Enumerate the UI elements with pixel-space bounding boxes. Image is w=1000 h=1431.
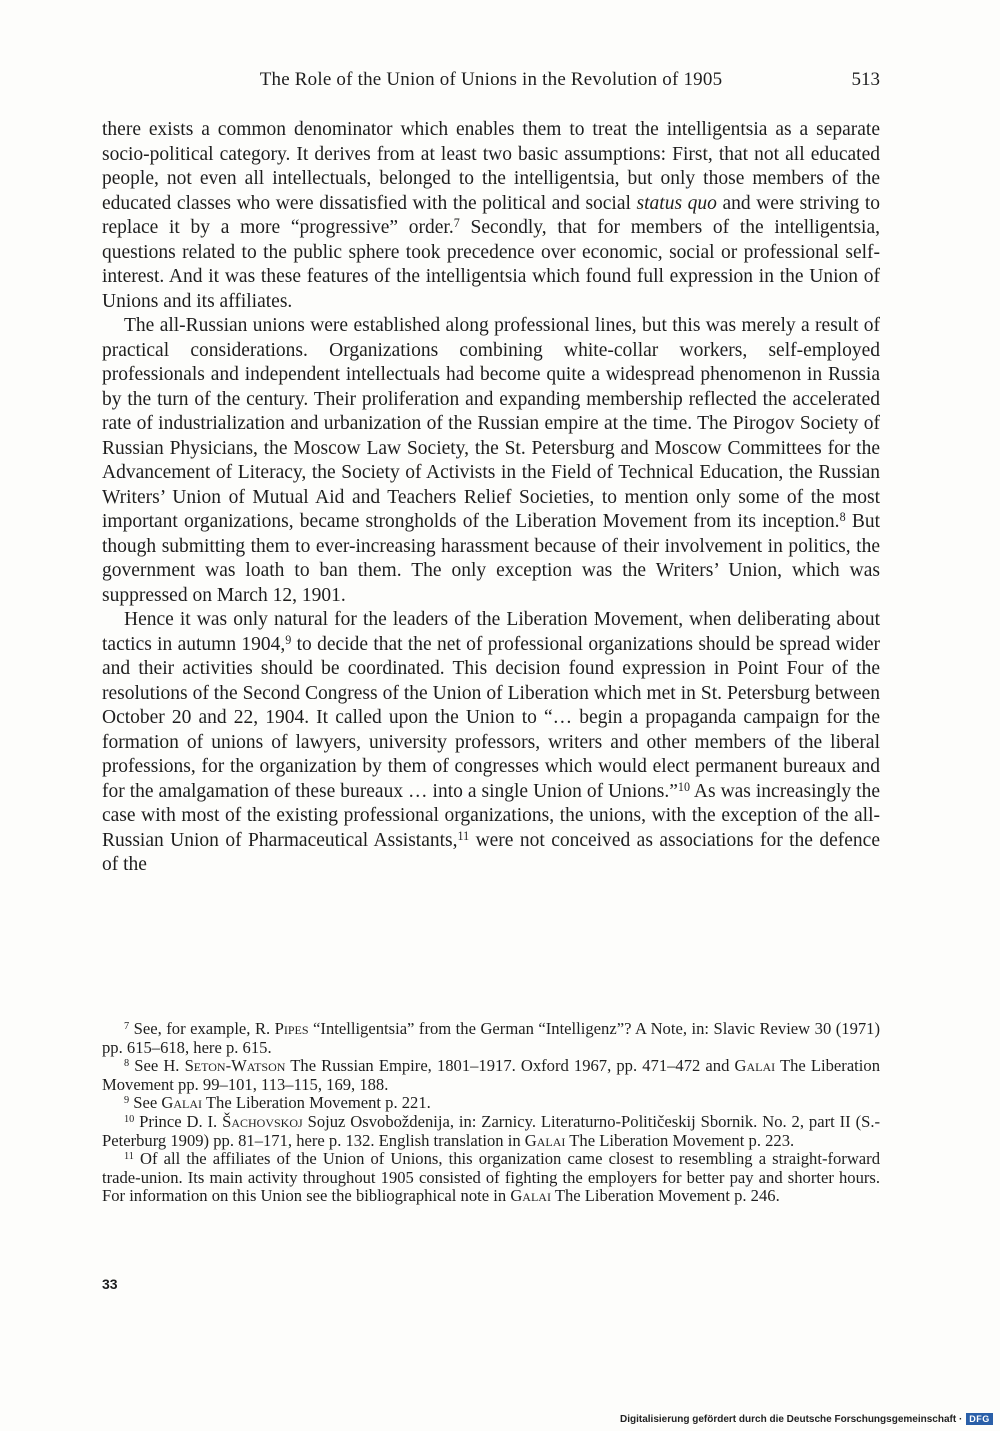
text-run: to decide that the net of professional organizations should be spread wider and their activities should be coordinated. This decision found expression in Point Four of the resolutions of the Second Congress of the Union of Liberation which met in St. Petersburg between October 20 and 22, 1904. It called upon the Union to “… begin a propaganda campaign for the formation of unions of lawyers, university professors, writers and other members of the liberal professions, for the organization by them of congresses which would elect permanent bureaux and for the amalgamation of these bureaux … into a single Union of Unions.” — [102, 633, 880, 802]
text-run: Secondly, that for members of the intelligentsia, questions related to the public sphere took precedence over economic, social or professional self-interest. And it was these features of the intelligentsia which found full expression in the Union of Unions and its affiliates. — [102, 217, 881, 312]
footnote-ref-9: 9 — [285, 632, 292, 647]
text-run: The Liberation Movement pp. 99–101, 113–115, 169, 188. — [102, 1056, 880, 1094]
footnotes — [102, 1020, 880, 1206]
text-run: The Russian Empire, 1801–1917. Oxford 1967, pp. 471–472 and — [285, 1056, 735, 1076]
digitization-text: Digitalisierung gefördert durch die Deutsche Forschungsgemeinschaft · — [620, 1413, 963, 1425]
author-name: Pipes — [274, 1019, 309, 1038]
text-run: The all-Russian unions were established along professional lines, but this was merely a result of practical considerations. Organizations combining white-collar workers, self-employed professionals and independent intellectuals had become quite a widespread phenomenon in Russia by the turn of the century. Their proliferation and expanding membership reflected the accelerated rate of industrialization and urbanization of the Russian empire at the time. The Pirogov Society of Russian Physicians, the Moscow Law Society, the St. Petersburg and Moscow Committees for the Advancement of Literacy, the Society of Activists in the Field of Technical Education, the Russian Writers’ Union of Mutual Aid and Teachers Relief Societies, to mention only some of the most important organizations, became strongholds of the Liberation Movement from its inception. — [102, 315, 880, 532]
footnote-9 — [102, 1094, 880, 1113]
paragraph-2 — [102, 314, 880, 608]
text-run: The Liberation Movement p. 221. — [202, 1093, 431, 1113]
text-run: were not conceived as associations for the defence of the — [102, 829, 880, 875]
text-run: “Intelligentsia” from the German “Intelligenz”? A Note, in: Slavic Review 30 (1971) pp. 615–618, here p. 615. — [102, 1019, 880, 1057]
author-name: Šachovskoj — [222, 1111, 303, 1131]
text-run: See, for example, R. — [129, 1019, 275, 1038]
running-title: The Role of the Union of Unions in the Revolution of 1905 — [259, 69, 723, 90]
text-run: Of all the affiliates of the Union of Unions, this organization came closest to resembling a straight-forward trade-union. Its main activity throughout 1905 consisted of fighting the employers for better pay and shorter hours. For information on this Union see the bibliographical note in — [102, 1149, 880, 1206]
footnote-ref-7: 7 — [453, 215, 460, 230]
text-run: Hence it was only natural for the leaders of the Liberation Movement, when deliberating about tactics in autumn 1904, — [102, 609, 880, 655]
text-run: Prince D. I. — [134, 1111, 223, 1131]
footnote-ref-11: 11 — [457, 828, 470, 843]
paragraph-3 — [102, 608, 880, 878]
page-number: 513 — [851, 69, 880, 90]
digitization-notice — [620, 1412, 993, 1426]
footnote-number: 7 — [124, 1020, 130, 1032]
footnote-10 — [102, 1113, 880, 1150]
footnote-ref-10: 10 — [677, 779, 690, 794]
text-run: Sojuz Osvoboždenija, in: Zarnicy. Literaturno-Političeskij Sbornik. No. 2, part II (S.-Peterburg 1909) pp. 81–171, here p. 132. English translation in — [102, 1111, 880, 1150]
text-run: The Liberation Movement p. 223. — [565, 1130, 795, 1150]
footnote-number: 10 — [124, 1113, 135, 1125]
italic-phrase: status quo — [636, 192, 717, 214]
signature-mark: 33 — [102, 1276, 118, 1292]
author-name: Galai — [510, 1186, 551, 1206]
author-name: Galai — [524, 1130, 566, 1150]
text-run: The Liberation Movement p. 246. — [550, 1186, 780, 1206]
text-run: See — [129, 1093, 162, 1113]
paragraph-1 — [102, 118, 880, 314]
footnote-number: 11 — [124, 1151, 134, 1163]
text-run: there exists a common denominator which enables them to treat the intelligentsia as a separate socio-political category. It derives from at least two basic assumptions: First, that not all educated people, not even all intellectuals, belonged to the intelligentsia, but only those members of the educated classes who were dissatisfied with the political and social — [102, 119, 880, 214]
footnote-11 — [102, 1150, 880, 1206]
footnote-number: 8 — [124, 1058, 130, 1070]
text-run: See H. — [129, 1056, 185, 1076]
footnote-8 — [102, 1057, 880, 1094]
footnote-number: 9 — [124, 1095, 130, 1107]
author-name: Galai — [734, 1056, 776, 1076]
dfg-logo: DFG — [966, 1413, 993, 1425]
text-run: and were striving to replace it by a more “progressive” order. — [102, 192, 881, 238]
author-name: Galai — [161, 1093, 203, 1113]
footnote-7 — [102, 1020, 880, 1057]
author-name: Seton-Watson — [184, 1056, 286, 1076]
body-text — [102, 118, 880, 878]
running-head — [102, 66, 880, 94]
text-run: As was increasingly the case with most of the existing professional organizations, the unions, with the exception of the all-Russian Union of Pharmaceutical Assistants, — [102, 780, 880, 851]
text-run: But though submitting them to ever-increasing harassment because of their involvement in politics, the government was loath to ban them. The only exception was the Writers’ Union, which was suppressed on March 12, 1901. — [102, 511, 880, 606]
footnote-ref-8: 8 — [839, 509, 846, 524]
